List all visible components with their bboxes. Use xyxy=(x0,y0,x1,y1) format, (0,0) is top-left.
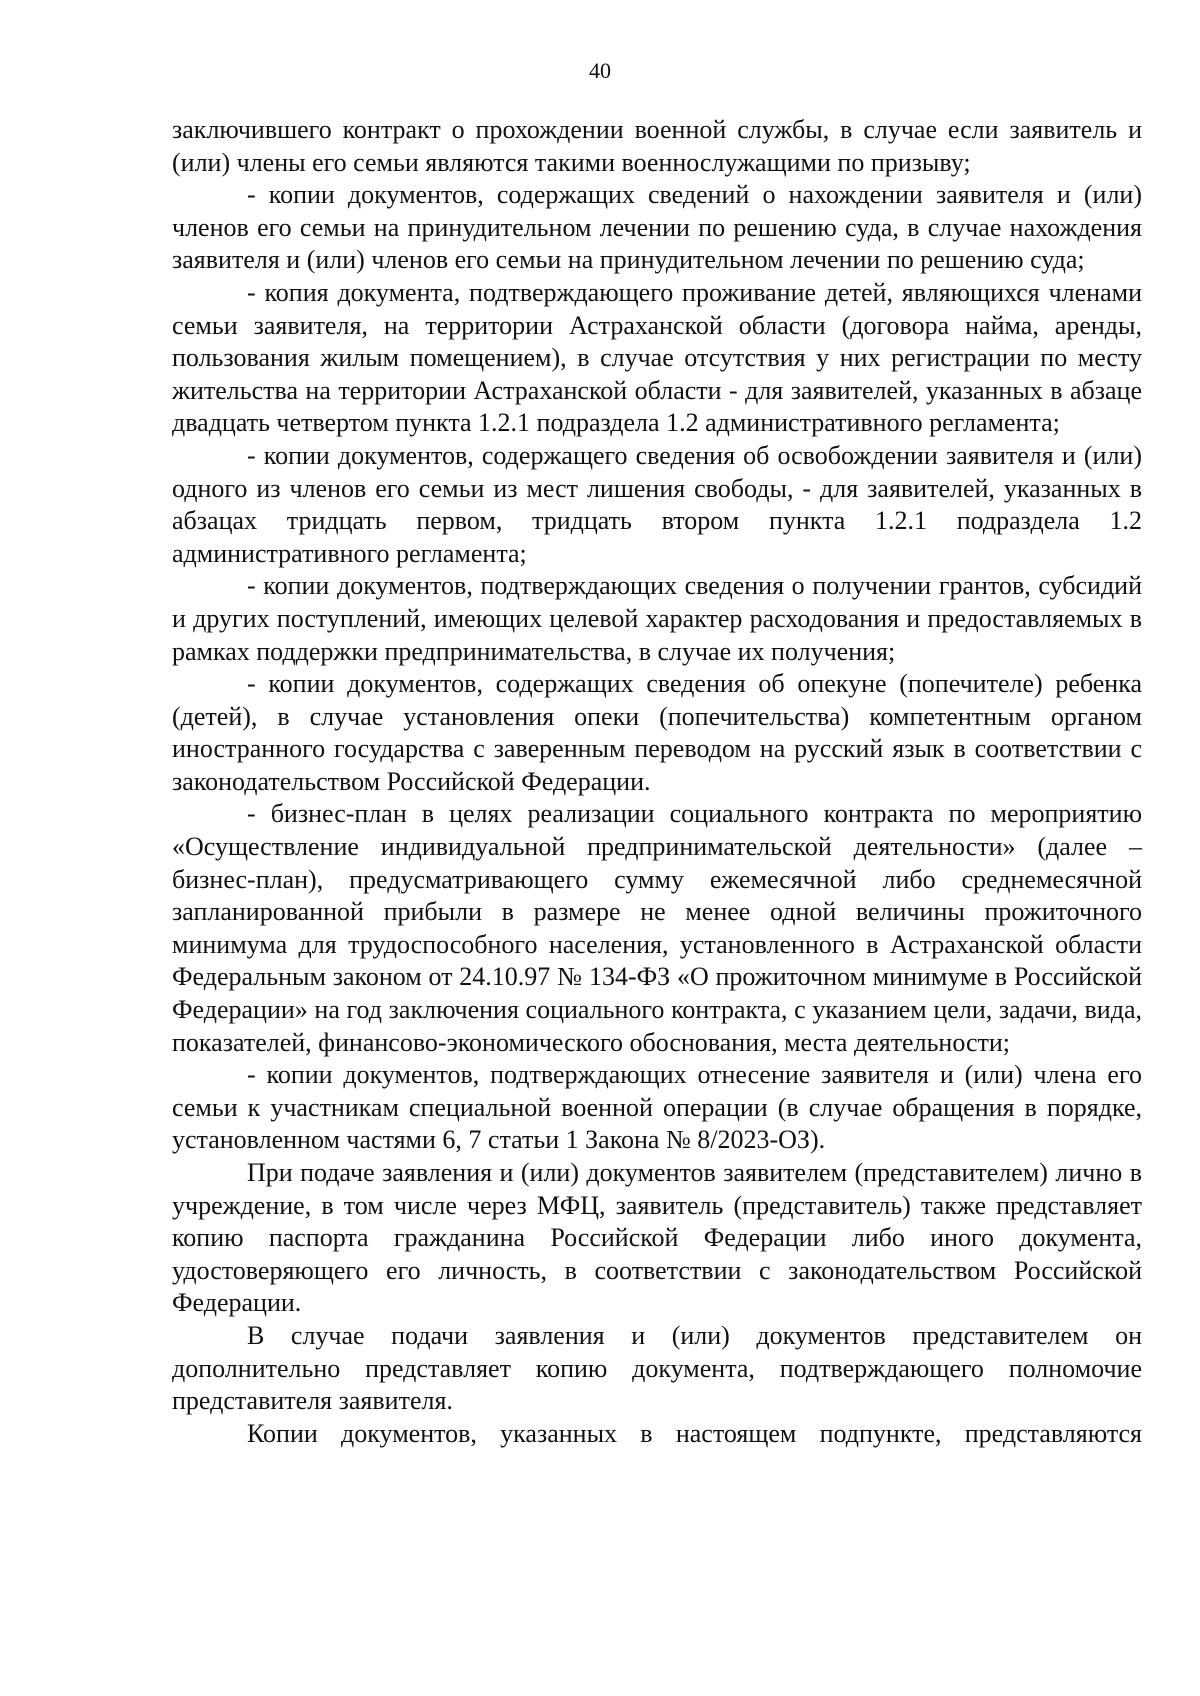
paragraph-business-plan: - бизнес-план в целях реализации социального контракта по мероприятию «Осуществление индивидуальной предпринимательской деятельности» (далее – бизнес-план), предусматривающего сумму ежемесячной либо среднемесячной запланированной прибыли в размере не менее одной величины прожиточного минимума для трудоспособного населения, установленного в Астраханской области Федеральным законом от 24.10.97 № 134-ФЗ «О прожиточном минимуме в Российской Федерации» на год заключения социального контракта, с указанием цели, задачи, вида, показателей, финансово-экономического обоснования, места деятельности; xyxy=(172,799,1142,1057)
document-body xyxy=(172,114,1142,1450)
paragraph-continuation: заключившего контракт о прохождении военной службы, в случае если заявитель и (или) члены его семьи являются такими военнослужащими по призыву; xyxy=(172,115,1142,177)
paragraph-copies: Копии документов, указанных в настоящем подпункте, представляются xyxy=(247,1418,1142,1448)
paragraph-military-operation: - копии документов, подтверждающих отнесение заявителя и (или) члена его семьи к участникам специальной военной операции (в случае обращения в порядке, установленном частями 6, 7 статьи 1 Закона № 8/2023-ОЗ). xyxy=(172,1060,1142,1155)
paragraph-release-from-prison: - копии документов, содержащего сведения об освобождении заявителя и (или) одного из членов его семьи из мест лишения свободы, - для заявителей, указанных в абзацах тридцать первом, тридцать втором пункта 1.2.1 подраздела 1.2 административного регламента; xyxy=(172,440,1142,568)
paragraph-children-residence: - копия документа, подтверждающего проживание детей, являющихся членами семьи заявителя, на территории Астраханской области (договора найма, аренды, пользования жилым помещением), в случае отсутствия у них регистрации по месту жительства на территории Астраханской области - для заявителей, указанных в абзаце двадцать четвертом пункта 1.2.1 подраздела 1.2 административного регламента; xyxy=(172,277,1142,438)
page-number: 40 xyxy=(589,58,611,83)
paragraph-guardian: - копии документов, содержащих сведения об опекуне (попечителе) ребенка (детей), в случае установления опеки (попечительства) компетентным органом иностранного государства с заверенным переводом на русский язык в соответствии с законодательством Российской Федерации. xyxy=(172,669,1142,796)
paragraph-court-treatment: - копии документов, содержащих сведений о нахождении заявителя и (или) членов его семьи на принудительном лечении по решению суда, в случае нахождения заявителя и (или) членов его семьи на принудительном лечении по решению суда; xyxy=(172,180,1142,275)
paragraph-grants-subsidies: - копии документов, подтверждающих сведения о получении грантов, субсидий и других поступлений, имеющих целевой характер расходования и предоставляемых в рамках поддержки предпринимательства, в случае их получения; xyxy=(172,571,1142,666)
paragraph-representative: В случае подачи заявления и (или) документов представителем он дополнительно представляет копию документа, подтверждающего полномочие представителя заявителя. xyxy=(172,1320,1142,1416)
paragraph-personal-submission: При подаче заявления и (или) документов заявителем (представителем) лично в учреждение, в том числе через МФЦ, заявитель (представитель) также представляет копию паспорта гражданина Российской Федерации либо иного документа, удостоверяющего его личность, в соответствии с законодательством Российской Федерации. xyxy=(172,1158,1142,1318)
